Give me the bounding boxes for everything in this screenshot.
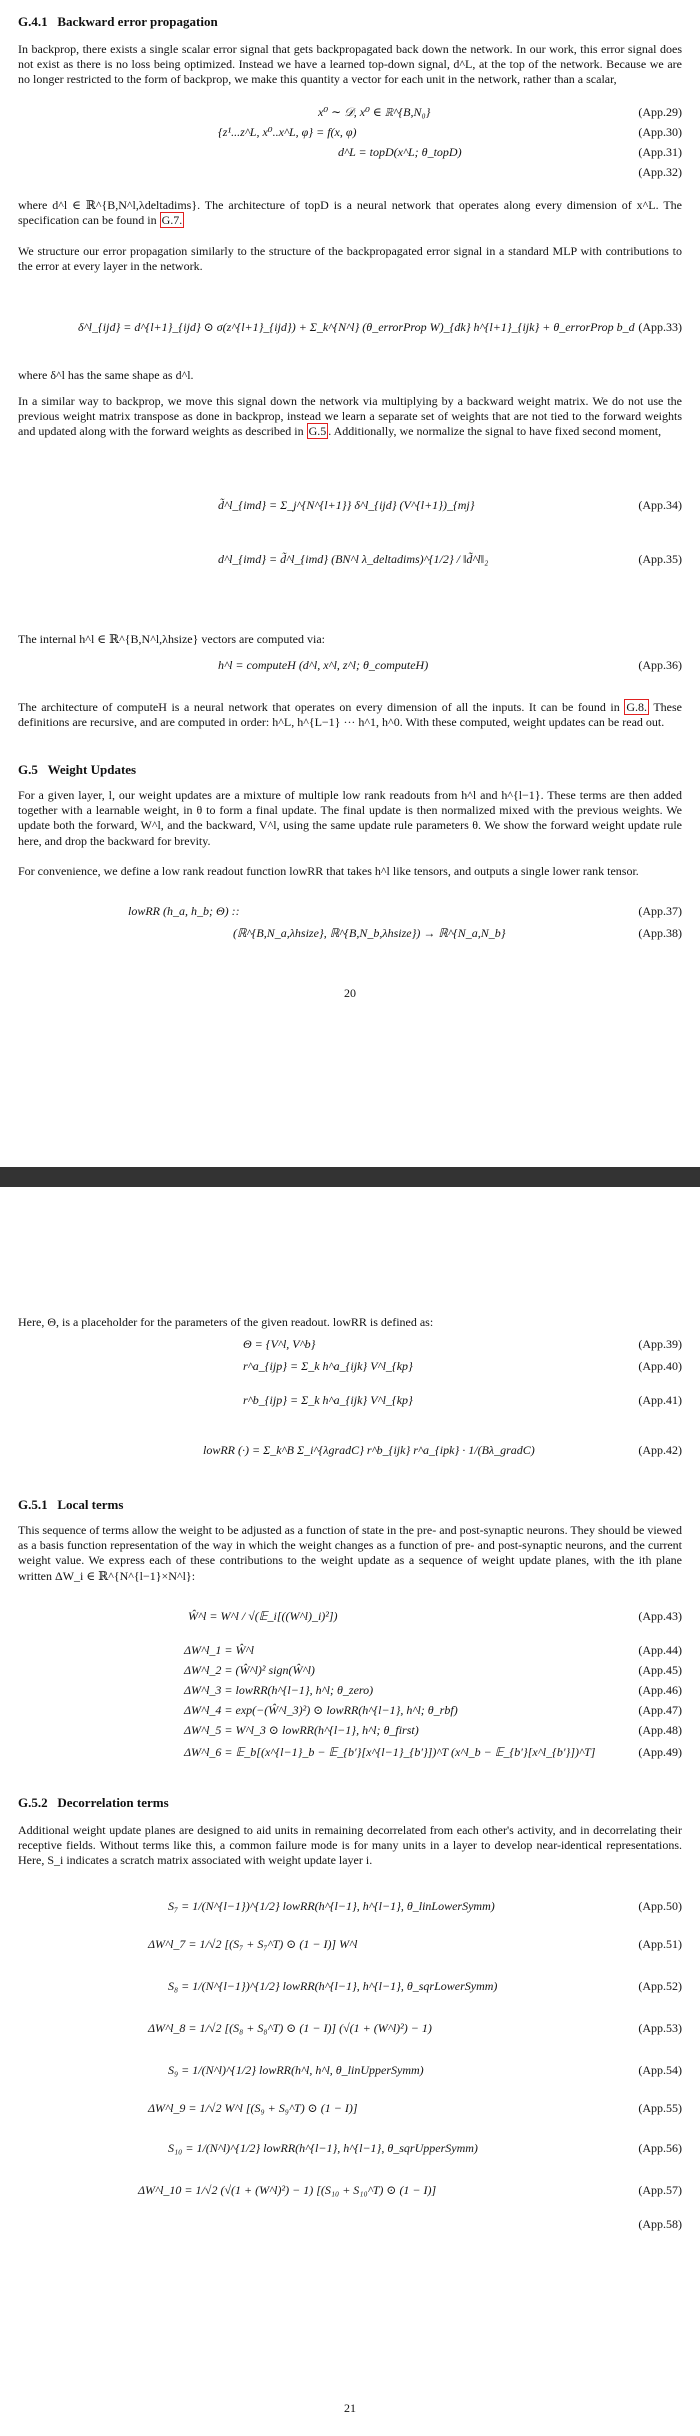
equation-block-app34-35: d̃^l_{imd} = Σ_j^{N^{l+1}} δ^l_{ijd} (V^{l+1})_{mj} (App.34) d^l_{imd} = d̃^l_{imd} (BN^l λ_deltadims)^{1/2} / ‖d̃^l‖₂ (App.35) [218,498,682,566]
paragraph-theta-placeholder: Here, Θ, is a placeholder for the parameters of the given readout. lowRR is defined as: [18,1315,434,1329]
paragraph-backward-weights: In a similar way to backprop, we move this signal down the network via multiplying by a backward weight matrix. We do not use the previous weight matrix transpose as done in backprop, instead we learn a separate set of weights that are not tied to the forward weights and updated along with the forward weights as described in G.5 . Additionally, we normalize the signal to have fixed second moment, [18,394,682,439]
ref-g7-link[interactable]: G.7. [161,213,183,228]
equation-block-app39-42: Θ = {V^l, V^b} (App.39) r^a_{ijp} = Σ_k h^a_{ijk} V^l_{kp} (App.40) r^b_{ijp} = Σ_k h^a_{ijk} V^l_{kp} (App.41) lowRR (·) = Σ_k^B Σ_i^{λgradC} r^b_{ijk} r^a_{ipk} · 1/(Bλ_gradC) (App.42) [203,1337,682,1457]
equation-app33: δ^l_{ijd} = d^{l+1}_{ijd} ⊙ σ(z^{l+1}_{ijd}) + Σ_k^{N^l} (θ_errorProp W)_{dk} h^{l+1}_{ijk} + θ_errorProp b_d (App.33) [78,320,682,334]
paragraph-weight-updates: For a given layer, l, our weight updates are a mixture of multiple low rank readouts from h^l and h^{l−1}. These terms are then added together with a learnable weight, in θ to form a final update. The final update is then normalized mixed with the previous weights. We update both the forward, W^l, and the backward, V^l, using the same update rule parameters θ. We show the forward weight update rule here, and drop the backward for brevity. [18,788,682,848]
paragraph-delta-shape: where δ^l has the same shape as d^l. [18,368,194,382]
ref-g8-link[interactable]: G.8. [626,700,647,714]
paragraph-computeh: The architecture of computeH is a neural network that operates on every dimension of all the inputs. It can be found in G.8. These definitions are recursive, and are computed in order: h^L, h^{L−1} ··· h^1, h^0. With these computed, weight updates can be read out. [18,700,682,730]
paragraph-topd: where d^l ∈ ℝ^{B,N^l,λdeltadims}. The architecture of topD is a neural network that operates along every dimension of x^L. The specification can be found in G.7. [18,198,682,228]
equation-block-app29-32: x⁰ ∼ 𝒟, x⁰ ∈ ℝ^{B,N₀} (App.29) {z¹...z^L, x⁰..x^L, φ} = f(x, φ) (App.30) d^L = topD(x^L; θ_topD) (App.31) (App.32) [218,105,682,179]
paragraph-internal-h: The internal h^l ∈ ℝ^{B,N^l,λhsize} vectors are computed via: [18,632,326,646]
paragraph-decorrelation: Additional weight update planes are designed to aid units in remaining decorrelated from each other's activity, and in decorrelating their receptive fields. Without terms like this, a common failure mode is for many units in a layer to develop near-identical representations. Here, S_i indicates a scratch matrix associated with weight update layer i. [18,1823,682,1868]
section-heading-g52: G.5.2 Decorrelation terms [18,1795,169,1810]
equation-block-app37-38: lowRR (h_a, h_b; Θ) :: (App.37) (ℝ^{B,N_a,λhsize}, ℝ^{B,N_b,λhsize}) → ℝ^{N_a,N_b} (App.38) [128,904,682,940]
section-heading-g5: G.5 Weight Updates [18,762,137,777]
ref-g5-link[interactable]: G.5 [308,424,327,439]
page-21 [0,1187,700,2436]
equation-block-app50-58: S₇ = 1/(N^{l−1})^{1/2} lowRR(h^{l−1}, h^{l−1}, θ_linLowerSymm) (App.50) ΔW^l_7 = 1/√2 [(S₇ + S₇^T) ⊙ (1 − I)] W^l (App.51) S₈ = 1/(N^{l−1})^{1/2} lowRR(h^{l−1}, h^{l−1}, θ_sqrLowerSymm) (App.52) ΔW^l_8 = 1/√2 [(S₈ + S₈^T) ⊙ (1 − I)] (√(1 + (W^l)²) − 1) (App.53) S₉ = 1/(N^l)^{1/2} lowRR(h^l, h^l, θ_linUpperSymm) (App.54) ΔW^l_9 = 1/√2 W^l [(S₉ + S₉^T) ⊙ (1 − I)] (App.55) S₁₀ = 1/(N^l)^{1/2} lowRR(h^{l−1}, h^{l−1}, θ_sqrUpperSymm) (App.56) ΔW^l_10 = 1/√2 (√(1 + (W^l)²) − 1) [(S₁₀ + S₁₀^T) ⊙ (1 − I)] (App.57) (App.58) [138,1899,682,2231]
page-number: 20 [344,986,356,1000]
paragraph-structure: We structure our error propagation similarly to the structure of the backpropagated error signal in a standard MLP with contributions to the error at every layer in the network. [18,244,682,274]
section-heading-g41: G.4.1 Backward error propagation [18,14,218,29]
paragraph-local-terms: This sequence of terms allow the weight to be adjusted as a function of state in the pre- and post-synaptic neurons. They should be viewed as a basis function representation of the way in which the weight changes as a function of pre- and post-synaptic neurons, and the current weight value. We express each of these contributions to the weight update as a sequence of weight update planes, with the ith plane written ΔW_i ∈ ℝ^{N^{l−1}×N^l}: [18,1523,682,1583]
paragraph-lowrr-def: For convenience, we define a low rank readout function lowRR that takes h^l like tensors, and outputs a single lower rank tensor. [18,864,639,878]
section-heading-g51: G.5.1 Local terms [18,1497,124,1512]
page-number: 21 [344,2401,356,2415]
equation-app36: h^l = computeH (d^l, x^l, z^l; θ_computeH) (App.36) [218,658,682,672]
equation-block-app43-49: Ŵ^l = W^l / √(𝔼_i[((W^l)_i)²]) (App.43) ΔW^l_1 = Ŵ^l (App.44) ΔW^l_2 = (Ŵ^l)² sign(Ŵ^l) (App.45) ΔW^l_3 = lowRR(h^{l−1}, h^l; θ_zero) (App.46) ΔW^l_4 = exp(−(Ŵ^l_3)²) ⊙ lowRR(h^{l−1}, h^l; θ_rbf) (App.47) ΔW^l_5 = W^l_3 ⊙ lowRR(h^{l−1}, h^l; θ_first) (App.48) ΔW^l_6 = 𝔼_b[(x^{l−1}_b − 𝔼_{b′}[x^{l−1}_{b′}])^T (x^l_b − 𝔼_{b′}[x^l_{b′}])^T] (App.49) [184,1609,682,1759]
paragraph-backprop-intro: In backprop, there exists a single scalar error signal that gets backpropagated back down the network. In our work, this error signal does not exist as there is no loss being optimized. Instead we have a learned top-down signal, d^L, at the top of the network. Because we are no longer restricted to the form of backprop, we make this quantity a vector for each unit in the network, rather than a scalar, [18,42,682,87]
page-20 [0,0,700,1167]
